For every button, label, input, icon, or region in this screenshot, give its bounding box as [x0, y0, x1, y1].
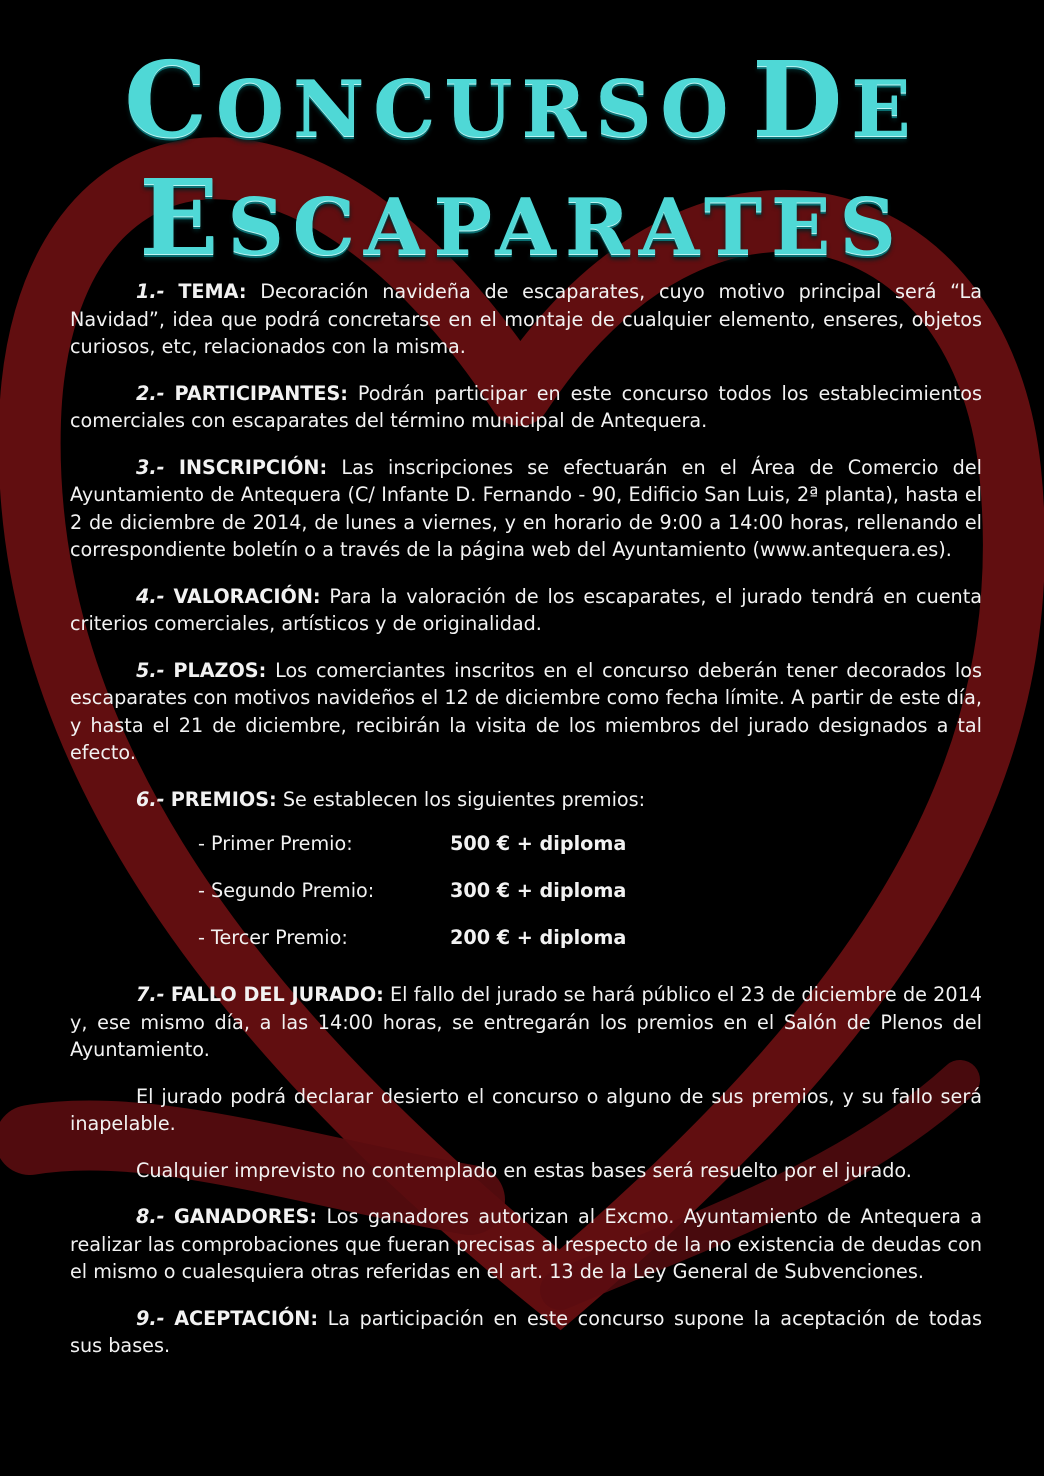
- section-paragraph: [70, 583, 982, 638]
- sections-after-group: [70, 981, 982, 1064]
- section-number: 2.-: [136, 381, 165, 405]
- note-paragraph: Cualquier imprevisto no contemplado en estas bases será resuelto por el jurado.: [136, 1158, 912, 1182]
- section-paragraph: [70, 380, 982, 435]
- prize-row: [70, 877, 982, 924]
- prize-row: [70, 830, 982, 877]
- section-heading: INSCRIPCIÓN:: [178, 455, 328, 479]
- section-text: Se establecen los siguientes premios:: [282, 787, 646, 811]
- section-heading: ACEPTACIÓN:: [174, 1306, 318, 1330]
- section-paragraph: [70, 278, 982, 361]
- note-paragraph: El jurado podrá declarar desierto el concurso o alguno de sus premios, y su fallo será inapelable.: [70, 1084, 982, 1135]
- section-heading: TEMA:: [178, 280, 247, 303]
- section-heading: FALLO DEL JURADO:: [170, 983, 384, 1006]
- section-number: 3.-: [136, 455, 165, 479]
- title-line-1-word: CONCURSO: [124, 38, 738, 161]
- section-text: Las inscripciones se efectuarán en el Área de Comercio del Ayuntamiento de Antequera (C/ Infante D. Fernando - 90, Edificio San Luis, 2ª planta), hasta el 2 de diciembre de 2014, de lunes a viernes, y en horario de 9:00 a 14:00 horas, rellenando el correspondiente boletín o a través de la página web del Ayuntamiento (www.antequera.es).: [70, 455, 982, 561]
- section-heading: PARTICIPANTES:: [174, 381, 348, 405]
- prize-amount: 200 € + diploma: [450, 926, 627, 949]
- prize-amount: 500 € + diploma: [450, 832, 627, 855]
- title-line-1-word: DE: [752, 38, 920, 161]
- section-paragraph: [70, 657, 982, 767]
- section-text: Los ganadores autorizan al Excmo. Ayuntamiento de Antequera a realizar las comprobaciones que fueran precisas al respecto de la no existencia de deudas con el mismo o cualesquiera otras referidas en el art. 13 de la Ley General de Subvenciones.: [70, 1205, 982, 1283]
- prize-name: - Tercer Premio:: [198, 926, 348, 949]
- section-number: 9.-: [136, 1306, 165, 1330]
- prize-row: [70, 924, 982, 971]
- prize-amount: 300 € + diploma: [450, 879, 627, 902]
- section-number: 7.-: [136, 983, 165, 1006]
- section-number: 8.-: [136, 1205, 165, 1228]
- notes-group: [70, 1083, 982, 1185]
- section-text: Podrán participar en este concurso todos los establecimientos comerciales con escaparates del término municipal de Antequera.: [70, 381, 983, 432]
- title-line-1: [0, 38, 1044, 161]
- title-line-2-word: ESCAPARATES: [139, 156, 905, 279]
- section-paragraph: [70, 786, 982, 814]
- prize-name: - Segundo Premio:: [198, 879, 375, 902]
- section-text: El fallo del jurado se hará público el 23 de diciembre de 2014 y, ese mismo día, a las 14:00 horas, se entregarán los premios en el Salón de Plenos del Ayuntamiento.: [70, 983, 982, 1061]
- section-paragraph: [70, 454, 982, 564]
- rules-content: [70, 278, 982, 1379]
- section-heading: PLAZOS:: [173, 658, 267, 682]
- prizes-list: [70, 830, 982, 971]
- section-heading: PREMIOS:: [170, 787, 277, 811]
- section-text: Decoración navideña de escaparates, cuyo motivo principal será “La Navidad”, idea que podrá concretarse en el montaje de cualquier elemento, enseres, objetos curiosos, etc, relacionados con la misma.: [70, 280, 982, 358]
- section-paragraph: [70, 1203, 982, 1286]
- title-line-2: [0, 156, 1044, 279]
- section-heading: GANADORES:: [173, 1205, 318, 1228]
- section-text: La participación en este concurso supone la aceptación de todas sus bases.: [70, 1306, 982, 1357]
- section-heading: VALORACIÓN:: [173, 584, 321, 608]
- section-paragraph: [70, 1305, 982, 1360]
- prize-name: - Primer Premio:: [198, 832, 353, 855]
- section-text: Los comerciantes inscritos en el concurso deberán tener decorados los escaparates con motivos navideños el 12 de diciembre como fecha límite. A partir de este día, y hasta el 21 de diciembre, recibirán la visita de los miembros del jurado designados a tal efecto.: [70, 658, 983, 764]
- section-number: 6.-: [136, 787, 165, 811]
- section-number: 1.-: [136, 280, 165, 303]
- sections-group: [70, 278, 982, 813]
- section-number: 4.-: [136, 584, 165, 608]
- section-paragraph: [70, 981, 982, 1064]
- section-number: 5.-: [136, 658, 165, 682]
- sections-final-group: [70, 1203, 982, 1360]
- section-text: Para la valoración de los escaparates, el jurado tendrá en cuenta criterios comerciales, artísticos y de originalidad.: [70, 584, 982, 635]
